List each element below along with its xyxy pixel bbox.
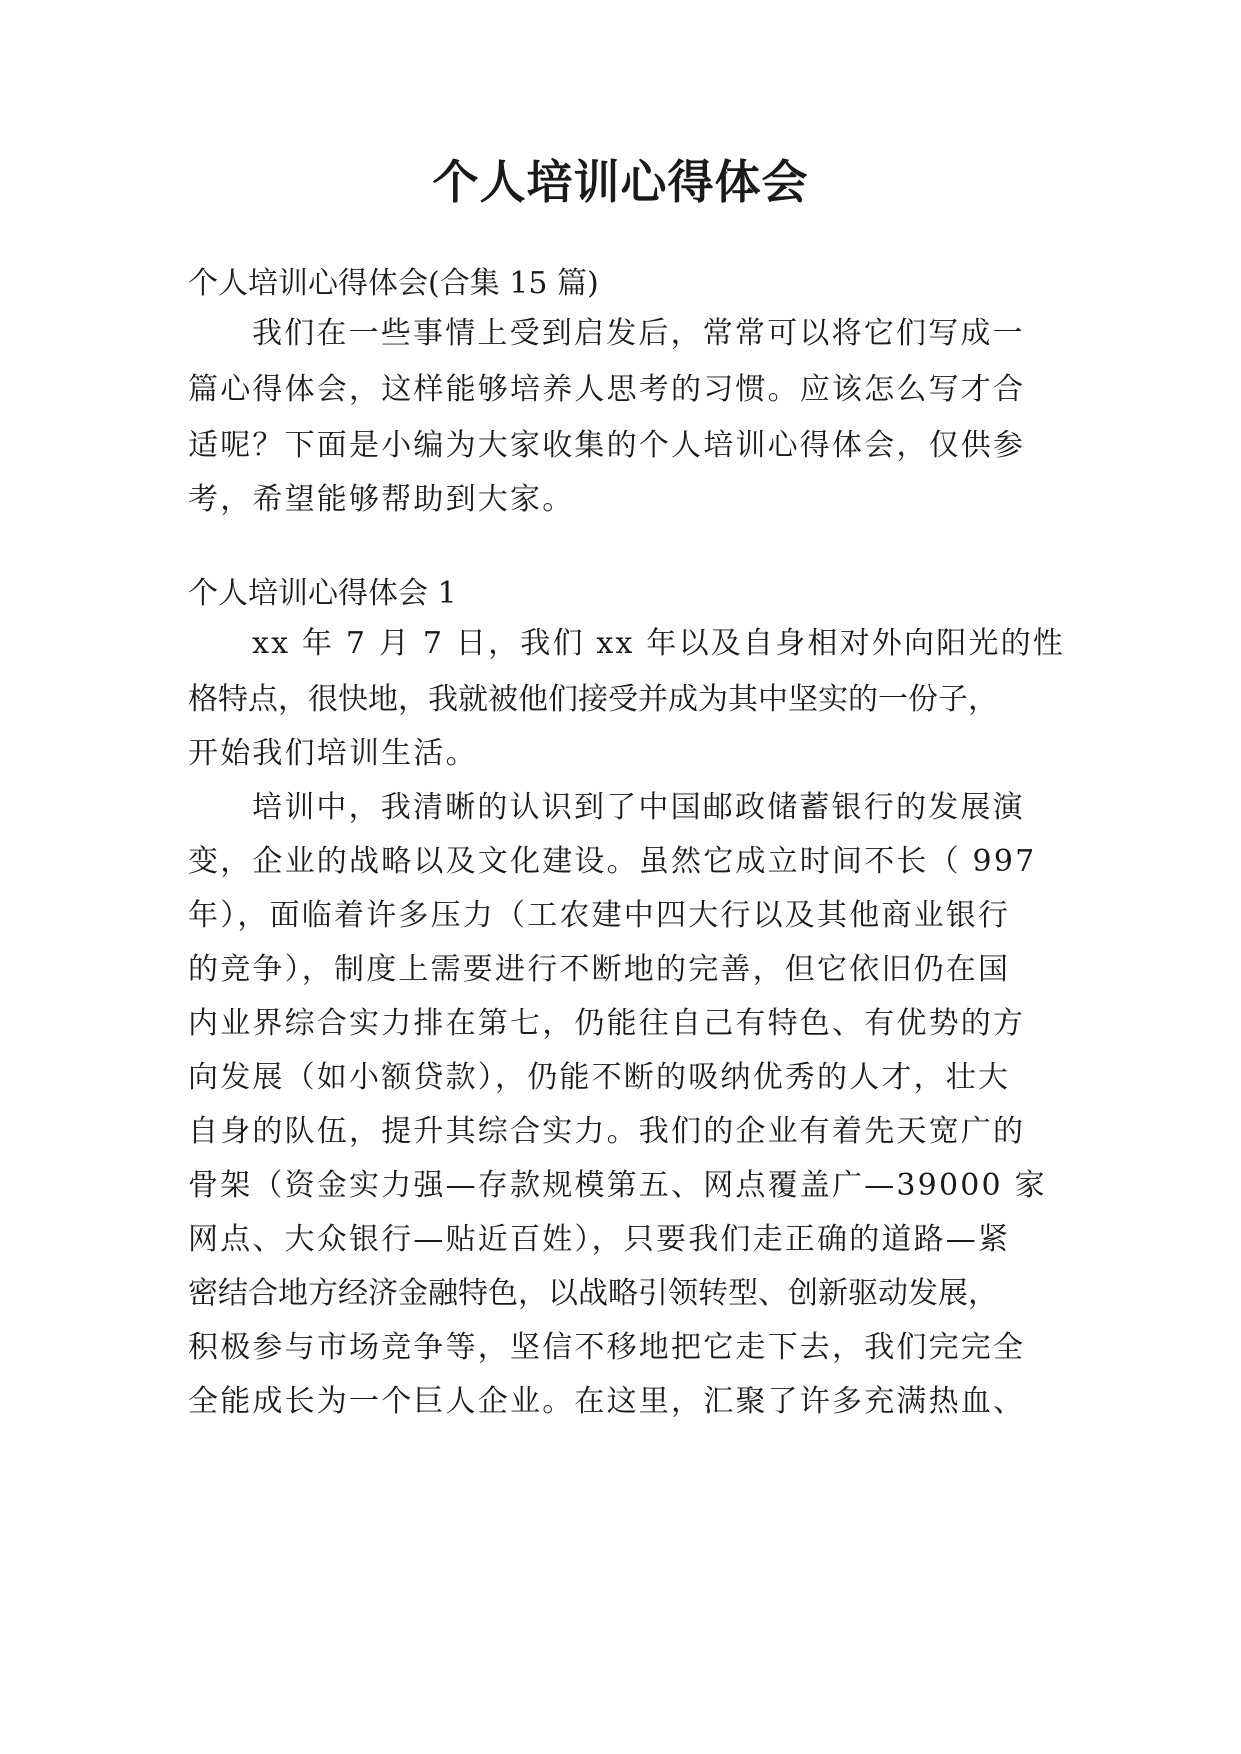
paragraph-line: 开始我们培训生活。	[188, 736, 478, 771]
paragraph-line: 骨架（资金实力强—存款规模第五、网点覆盖广—39000 家	[188, 1168, 1047, 1203]
paragraph-line: 自身的队伍，提升其综合实力。我们的企业有着先天宽广的	[188, 1114, 1026, 1149]
paragraph-line: 格特点，很快地，我就被他们接受并成为其中坚实的一份子，	[188, 682, 998, 717]
paragraph-line: 网点、大众银行—贴近百姓），只要我们走正确的道路—紧	[188, 1222, 1011, 1257]
intro-line: 篇心得体会，这样能够培养人思考的习惯。应该怎么写才合	[188, 372, 1026, 407]
paragraph-line: 的竞争），制度上需要进行不断地的完善，但它依旧仍在国	[188, 952, 1011, 987]
intro-line: 适呢？下面是小编为大家收集的个人培训心得体会，仅供参	[188, 428, 1026, 463]
paragraph-line: 年），面临着许多压力（工农建中四大行以及其他商业银行	[188, 898, 1011, 933]
page-title: 个人培训心得体会	[432, 155, 809, 209]
paragraph-line: xx 年 7 月 7 日，我们 xx 年以及自身相对外向阳光的性	[252, 626, 1066, 661]
paragraph-line: 积极参与市场竞争等，坚信不移地把它走下去，我们完完全	[188, 1330, 1026, 1365]
document-subtitle: 个人培训心得体会(合集 15 篇)	[188, 266, 599, 301]
intro-line: 我们在一些事情上受到启发后，常常可以将它们写成一	[252, 316, 1025, 351]
paragraph-line: 全能成长为一个巨人企业。在这里，汇聚了许多充满热血、	[188, 1384, 1026, 1419]
paragraph-line: 培训中，我清晰的认识到了中国邮政储蓄银行的发展演	[252, 790, 1025, 825]
paragraph-line: 向发展（如小额贷款），仍能不断的吸纳优秀的人才，壮大	[188, 1060, 1011, 1095]
section-heading: 个人培训心得体会 1	[188, 576, 457, 611]
paragraph-line: 内业界综合实力排在第七，仍能往自己有特色、有优势的方	[188, 1006, 1026, 1041]
paragraph-line: 变，企业的战略以及文化建设。虽然它成立时间不长（ 997	[188, 844, 1037, 879]
intro-line: 考，希望能够帮助到大家。	[188, 482, 575, 517]
paragraph-line: 密结合地方经济金融特色，以战略引领转型、创新驱动发展，	[188, 1276, 998, 1311]
